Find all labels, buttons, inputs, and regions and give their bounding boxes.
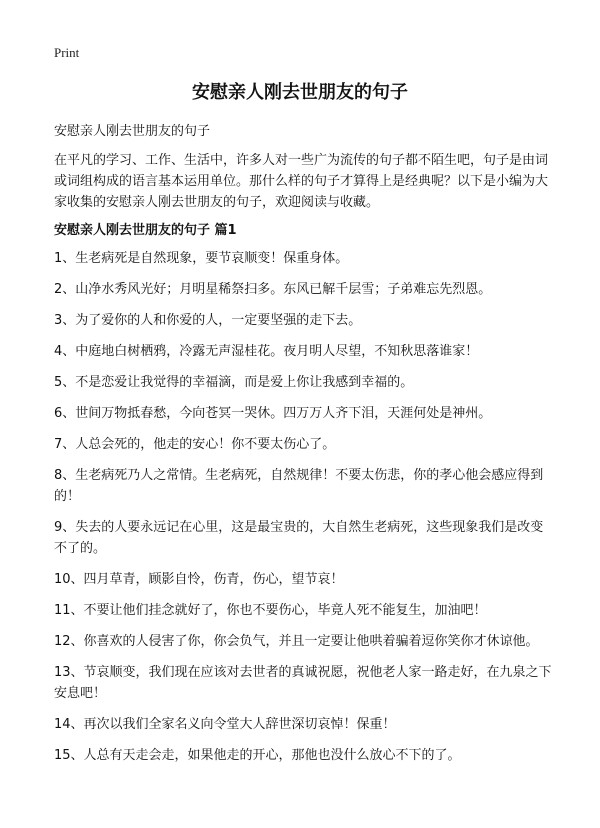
list-item: 3、为了爱你的人和你爱的人，一定要坚强的走下去。	[54, 313, 362, 328]
list-item: 5、不是恋爱让我觉得的幸福滴，而是爱上你让我感到幸福的。	[54, 375, 414, 390]
list-item: 4、中庭地白树栖鸦，冷露无声湿桂花。夜月明人尽望，不知秋思落谁家！	[54, 344, 479, 359]
page-title: 安慰亲人刚去世朋友的句子	[192, 82, 408, 103]
list-item: 8、生老病死乃人之常情。生老病死，自然规律！不要太伤悲，你的孝心他会感应得到的！	[54, 468, 544, 504]
list-item: 9、失去的人要永远记在心里，这是最宝贵的，大自然生老病死，这些现象我们是改变不了的。	[54, 520, 544, 556]
subtitle: 安慰亲人刚去世朋友的句子	[54, 124, 211, 139]
list-item: 7、人总会死的，他走的安心！你不要太伤心了。	[54, 437, 336, 452]
list-item: 10、四月草青，顾影自怜，伤青，伤心，望节哀！	[54, 572, 344, 587]
list-item: 11、不要让他们挂念就好了，你也不要伤心，毕竟人死不能复生，加油吧！	[54, 603, 487, 618]
list-item: 13、节哀顺变，我们现在应该对去世者的真诚祝愿，祝他老人家一路走好，在九泉之下安息吧！	[54, 665, 552, 701]
section-heading: 安慰亲人刚去世朋友的句子 篇1	[54, 223, 237, 238]
sentence-list	[54, 248, 554, 776]
list-item: 14、再次以我们全家名义向令堂大人辞世深切哀悼！保重！	[54, 717, 396, 732]
list-item: 1、生老病死是自然现象，要节哀顺变！保重身体。	[54, 251, 349, 266]
list-item: 6、世间万物抵春愁，今向苍冥一哭休。四万万人齐下泪，天涯何处是神州。	[54, 406, 492, 421]
intro-paragraph: 在平凡的学习、工作、生活中，许多人对一些广为流传的句子都不陌生吧，句子是由词或词组构成的语言基本运用单位。那什么样的句子才算得上是经典呢？以下是小编为大家收集的安慰亲人刚去世朋友的句子，欢迎阅读与收藏。	[54, 153, 549, 210]
print-link[interactable]: Print	[54, 45, 80, 60]
list-item: 15、人总有天走会走，如果他走的开心，那他也没什么放心不下的了。	[54, 748, 461, 763]
list-item: 12、你喜欢的人侵害了你，你会负气，并且一定要让他哄着骗着逗你笑你才休谅他。	[54, 634, 539, 649]
list-item: 2、山净水秀风光好；月明星稀祭扫多。东风已解千层雪；子弟难忘先烈恩。	[54, 282, 492, 297]
